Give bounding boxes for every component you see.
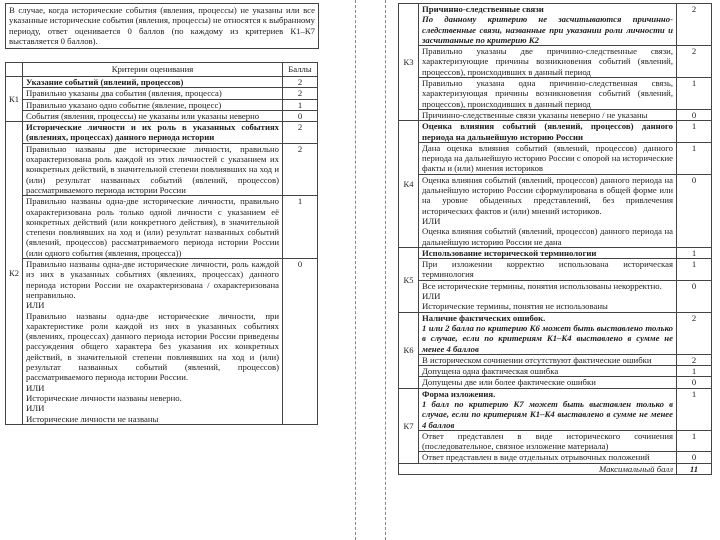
criterion-line: Использование исторической терминологии xyxy=(422,247,597,258)
or-separator: ИЛИ xyxy=(26,382,45,393)
criterion-text xyxy=(419,377,677,388)
criterion-score: 0 xyxy=(677,452,712,463)
criterion-row xyxy=(6,122,318,144)
criterion-line: Допущена одна фактическая ошибка xyxy=(422,366,559,377)
zero-score-note: В случае, когда исторические события (явления, процессы) не указаны или все указанные исторические события (явления, процессы) не относятся к выбранному периоду, ответ оценивается 0 баллов (по каждому из критериев К1–К7 выставляется 0 баллов). xyxy=(5,3,319,49)
criterion-score: 1 xyxy=(677,121,712,143)
criterion-text xyxy=(419,78,677,110)
criterion-code: К2 xyxy=(6,122,23,425)
criterion-row xyxy=(399,142,712,174)
criterion-text xyxy=(419,280,677,312)
criterion-score: 2 xyxy=(677,4,712,46)
score-header: Баллы xyxy=(283,63,318,77)
or-separator: ИЛИ xyxy=(26,403,45,414)
criterion-row xyxy=(399,247,712,258)
criterion-row xyxy=(399,354,712,365)
criterion-row xyxy=(399,366,712,377)
criterion-text xyxy=(23,196,283,259)
criterion-score: 0 xyxy=(283,259,318,425)
criteria-table-left xyxy=(5,62,318,425)
or-separator: ИЛИ xyxy=(422,291,441,302)
criterion-text xyxy=(23,259,283,425)
criterion-text xyxy=(419,247,677,258)
criterion-row xyxy=(6,110,318,121)
criterion-row xyxy=(399,259,712,281)
criterion-row xyxy=(399,430,712,452)
criterion-text xyxy=(419,259,677,281)
criterion-text xyxy=(23,122,283,144)
criterion-score: 0 xyxy=(677,280,712,312)
criterion-score: 0 xyxy=(677,377,712,388)
criterion-text xyxy=(23,88,283,99)
criterion-score: 1 xyxy=(677,247,712,258)
criterion-score: 2 xyxy=(283,77,318,88)
criterion-score: 1 xyxy=(677,259,712,281)
criterion-text xyxy=(419,430,677,452)
criterion-line: Правильно названы одна-две исторические личности, при характеристике роли каждой из них в указанных событиях (явлениях, процессах) данного периода истории России приведены рассуждения общего характера без указания их конкретных действий, в значительной степени повлиявших на ход и (или) результат названных событий (явлений, процессов) рассматриваемого периода истории России. xyxy=(26,310,279,383)
criteria-table-right xyxy=(398,3,712,475)
criterion-row xyxy=(6,77,318,88)
criterion-row xyxy=(6,143,318,195)
right-table-body xyxy=(399,4,712,464)
criterion-score: 1 xyxy=(677,430,712,452)
criterion-text xyxy=(419,142,677,174)
criterion-line: Допущены две или более фактические ошибки xyxy=(422,377,596,388)
criterion-text xyxy=(419,109,677,120)
criterion-row xyxy=(399,452,712,463)
criterion-line: Правильно названы одна-две исторические личности, роль каждой из них в указанных событиях (явлениях, процессах) данного периода истории России не охарактеризована / охарактеризована неправильно. xyxy=(26,259,279,300)
criterion-code: К3 xyxy=(399,4,419,121)
criterion-row xyxy=(399,312,712,354)
max-score-value: 11 xyxy=(677,463,712,474)
criterion-text xyxy=(419,312,677,354)
criterion-text xyxy=(419,121,677,143)
page-separator xyxy=(355,0,356,540)
criterion-line: Указание событий (явлений, процессов) xyxy=(26,77,184,87)
criterion-code: К1 xyxy=(6,77,23,122)
criterion-line: Дана оценка влияния событий (явлений, процессов) данного периода на дальнейшую историю России с опорой на исторические факты и (или) мнения историков xyxy=(422,142,673,174)
criterion-line: Форма изложения. xyxy=(422,388,496,399)
criterion-code: К7 xyxy=(399,388,419,463)
criterion-score: 0 xyxy=(677,109,712,120)
code-header xyxy=(6,63,23,77)
or-separator: ИЛИ xyxy=(26,300,45,311)
criterion-line: Причинно-следственные связи xyxy=(422,4,544,14)
criterion-score: 1 xyxy=(677,142,712,174)
criterion-score: 2 xyxy=(283,122,318,144)
criteria-header: Критерии оценивания xyxy=(23,63,283,77)
criterion-line: Причинно-следственные связи указаны неверно / не указаны xyxy=(422,109,648,120)
criterion-line: Исторические личности названы неверно. xyxy=(26,392,182,403)
criterion-line: Исторические термины, понятия не использованы xyxy=(422,301,608,312)
criterion-row xyxy=(399,4,712,46)
criterion-text xyxy=(419,354,677,365)
criterion-code: К5 xyxy=(399,247,419,312)
criterion-line: Правильно указана одна причинно-следственная связь, характеризующая причины возникновения событий (явлений, процессов), происходивших в данный период xyxy=(422,78,673,109)
criterion-row xyxy=(399,174,712,247)
criterion-text xyxy=(419,4,677,46)
criterion-text xyxy=(419,46,677,78)
criterion-line: Оценка влияния событий (явлений, процессов) данного периода на дальнейшую историю России не дана xyxy=(422,226,673,247)
criterion-row xyxy=(399,109,712,120)
criterion-score: 0 xyxy=(283,110,318,121)
criterion-row xyxy=(6,196,318,259)
criterion-row xyxy=(399,388,712,430)
criterion-text xyxy=(23,110,283,121)
criterion-line: По данному критерию не засчитываются причинно-следственные связи, названные при указании роли личности и засчитанные по критерию К2 xyxy=(422,14,673,45)
criterion-row xyxy=(399,78,712,110)
criterion-row xyxy=(6,88,318,99)
criterion-text xyxy=(23,143,283,195)
criterion-line: Ответ представлен в виде исторического сочинения (последовательное, связное изложение материала) xyxy=(422,430,673,452)
criterion-line: Правильно указаны два события (явления, процесса) xyxy=(26,88,222,99)
criterion-line: События (явления, процессы) не указаны или указаны неверно xyxy=(26,110,260,121)
criterion-row xyxy=(399,121,712,143)
criterion-row xyxy=(399,46,712,78)
criterion-line: 1 или 2 балла по критерию К6 может быть выставлено только в случае, если по критериям К1–К4 выставлено в сумме не менее 4 баллов xyxy=(422,322,673,354)
criterion-score: 1 xyxy=(283,196,318,259)
criterion-score: 1 xyxy=(283,99,318,110)
criterion-row xyxy=(399,280,712,312)
criterion-score: 2 xyxy=(677,312,712,354)
criterion-line: Правильно указаны две причинно-следственные связи, характеризующие причины возникновения событий (явлений, процессов), происходивших в данный период xyxy=(422,46,673,77)
criterion-line: Все исторические термины, понятия использованы некорректно. xyxy=(422,280,662,291)
criterion-row xyxy=(6,259,318,425)
criterion-text xyxy=(23,99,283,110)
criterion-code: К4 xyxy=(399,121,419,248)
max-score-label: Максимальный балл xyxy=(399,463,677,474)
criterion-text xyxy=(23,77,283,88)
table-header-row xyxy=(6,63,318,77)
criterion-score: 1 xyxy=(677,78,712,110)
criterion-row xyxy=(6,99,318,110)
criterion-text xyxy=(419,452,677,463)
criterion-line: Оценка влияния событий (явлений, процессов) данного периода на дальнейшую историю России сформулирована в общей форме или на уровне обыденных представлений, без привлечения исторических фактов и (или) мнений историков. xyxy=(422,174,673,216)
criterion-score: 2 xyxy=(677,46,712,78)
or-separator: ИЛИ xyxy=(422,215,441,226)
criterion-score: 0 xyxy=(677,174,712,247)
criterion-code: К6 xyxy=(399,312,419,388)
criterion-text xyxy=(419,174,677,247)
criterion-line: Исторические личности и их роль в указанных событиях (явлениях, процессах) данного периода истории xyxy=(26,122,279,143)
criterion-line: Правильно названы две исторические личности, правильно охарактеризована роль каждой из этих личностей с указанием их конкретных действий, в значительной степени повлиявших на ход и (или) результат названных событий (явлений, процессов) рассматриваемого периода истории России xyxy=(26,143,279,195)
criterion-line: Оценка влияния событий (явлений, процессов) данного периода на дальнейшую историю России xyxy=(422,121,673,142)
criterion-text xyxy=(419,366,677,377)
criterion-score: 1 xyxy=(677,388,712,430)
criterion-score: 2 xyxy=(283,88,318,99)
criterion-line: 1 балл по критерию К7 может быть выставлен только в случае, если по критериям К1–К4 выставлено в сумме не менее 4 баллов xyxy=(422,398,673,430)
criterion-score: 1 xyxy=(677,366,712,377)
criterion-score: 2 xyxy=(283,143,318,195)
criterion-line: В историческом сочинении отсутствуют фактические ошибки xyxy=(422,354,652,365)
left-table-body xyxy=(6,77,318,425)
criterion-line: Исторические личности не названы xyxy=(26,413,159,424)
criterion-line: Правильно названы одна-две исторические личности, правильно охарактеризована роль только одной личности с указанием её конкретных действий (или конкретного действия), в значительной степени повлиявших на ход и (или) результат названных событий (явлений, процессов) рассматриваемого периода истории России (или одного события (явления, процесса)) xyxy=(26,196,279,258)
criterion-row xyxy=(399,377,712,388)
max-score-row xyxy=(399,463,712,474)
criterion-text xyxy=(419,388,677,430)
criterion-line: Ответ представлен в виде отдельных отрывочных положений xyxy=(422,452,650,463)
criterion-line: При изложении корректно использована историческая терминология xyxy=(422,259,673,280)
criterion-line: Правильно указано одно событие (явление, процесс) xyxy=(26,99,222,110)
criterion-score: 2 xyxy=(677,354,712,365)
page-separator xyxy=(385,0,386,540)
criterion-line: Наличие фактических ошибок. xyxy=(422,312,546,323)
